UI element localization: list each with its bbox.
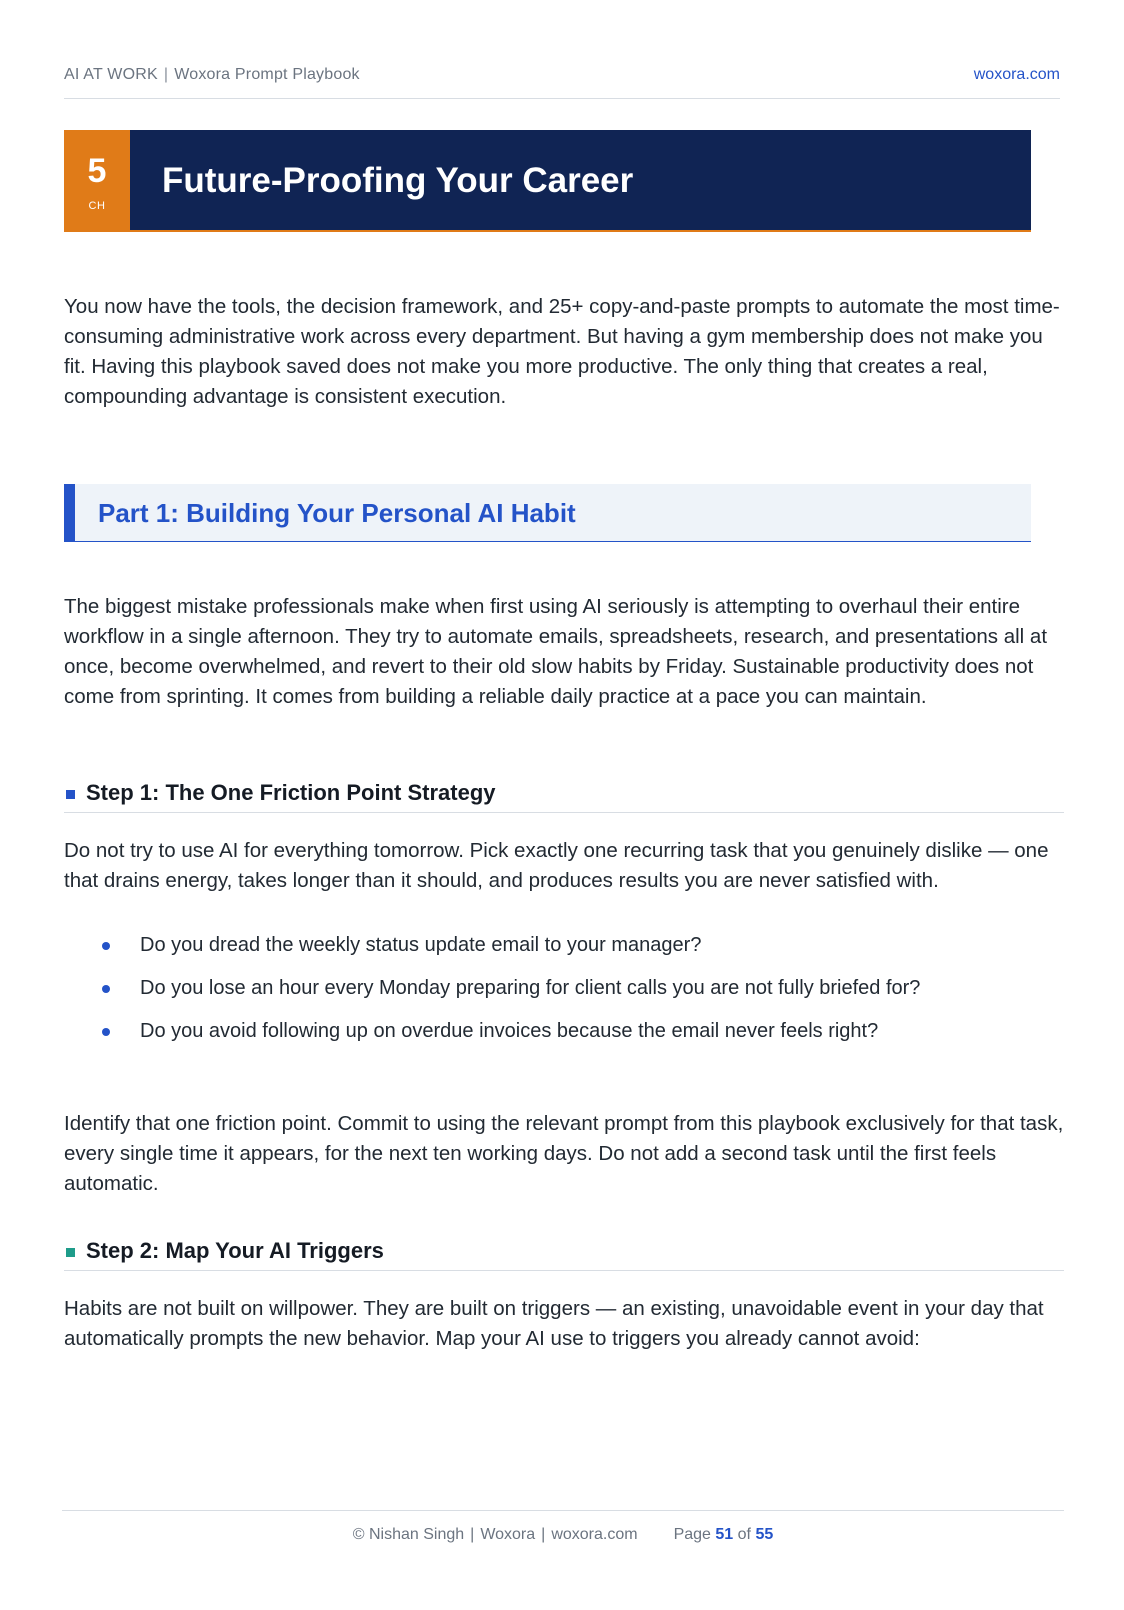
footer-separator: |	[541, 1526, 546, 1543]
step1-body-paragraph: Do not try to use AI for everything tomorrow. Pick exactly one recurring task that you genuinely dislike — one that drains energy, takes longer than it should, and produces results you are never satisfied with.	[64, 839, 1049, 892]
header-left	[64, 66, 360, 84]
header-site-link[interactable]: woxora.com	[973, 66, 1060, 83]
square-bullet-icon	[66, 1248, 75, 1257]
step1-closing-paragraph: Identify that one friction point. Commit to using the relevant prompt from this playbook exclusively for that task, every single time it appears, for the next ten working days. Do not add a second task until the first feels automatic.	[64, 1112, 1064, 1195]
bullet-text: Do you avoid following up on overdue invoices because the email never feels right?	[140, 1020, 879, 1042]
bullet-dot-icon	[102, 942, 110, 950]
step1-title: Step 1: The One Friction Point Strategy	[86, 780, 496, 805]
footer-line	[62, 1526, 1064, 1544]
running-header	[64, 64, 1060, 99]
intro-paragraph: You now have the tools, the decision framework, and 25+ copy-and-paste prompts to automate the most time-consuming administrative work across every department. But having a gym membership does not make you fit. Having this playbook saved does not make you more productive. The only thing that creates a real, compounding advantage is consistent execution.	[64, 295, 1060, 408]
footer-separator: |	[470, 1526, 475, 1543]
footer-author: © Nishan Singh	[352, 1526, 465, 1543]
step1-heading	[64, 776, 1064, 813]
square-bullet-icon	[66, 790, 75, 799]
step2-title: Step 2: Map Your AI Triggers	[86, 1238, 384, 1263]
bullet-text: Do you lose an hour every Monday preparing for client calls you are not fully briefed for?	[140, 977, 921, 999]
part-body-paragraph: The biggest mistake professionals make when first using AI seriously is attempting to overhaul their entire workflow in a single afternoon. They try to automate emails, spreadsheets, research, and presentations all at once, become overwhelmed, and revert to their old slow habits by Friday. Sustainable productivity does not come from sprinting. It comes from building a reliable daily practice at a pace you can maintain.	[64, 595, 1048, 708]
footer-page-total: 55	[755, 1526, 774, 1543]
bullet-dot-icon	[102, 985, 110, 993]
footer-page-current: 51	[715, 1526, 734, 1543]
header-section: AI AT WORK	[64, 66, 158, 83]
footer-page-label: Page	[673, 1526, 711, 1543]
part-accent-bar	[64, 484, 75, 542]
step1-bullet-list	[64, 932, 1064, 1061]
chapter-label: CH	[88, 200, 106, 212]
part-title: Part 1: Building Your Personal AI Habit	[98, 498, 576, 528]
chapter-banner	[64, 130, 1031, 232]
step2-heading	[64, 1234, 1064, 1271]
bullet-dot-icon	[102, 1028, 110, 1036]
footer-of-label: of	[737, 1526, 751, 1543]
list-item	[64, 1018, 1064, 1061]
footer-brand: Woxora	[480, 1526, 536, 1543]
chapter-title: Future-Proofing Your Career	[162, 161, 634, 200]
running-footer	[62, 1510, 1064, 1571]
footer-site: woxora.com	[551, 1526, 638, 1543]
chapter-number: 5	[87, 152, 107, 190]
header-book-title: Woxora Prompt Playbook	[174, 66, 360, 83]
list-item	[64, 975, 1064, 1018]
step2-body-paragraph: Habits are not built on willpower. They are built on triggers — an existing, unavoidable event in your day that automatically prompts the new behavior. Map your AI use to triggers you already cannot avoid:	[64, 1297, 1044, 1350]
part-heading	[64, 484, 1031, 542]
bullet-text: Do you dread the weekly status update email to your manager?	[140, 934, 702, 956]
chapter-number-box	[64, 130, 130, 232]
list-item	[64, 932, 1064, 975]
header-separator: |	[163, 66, 169, 83]
